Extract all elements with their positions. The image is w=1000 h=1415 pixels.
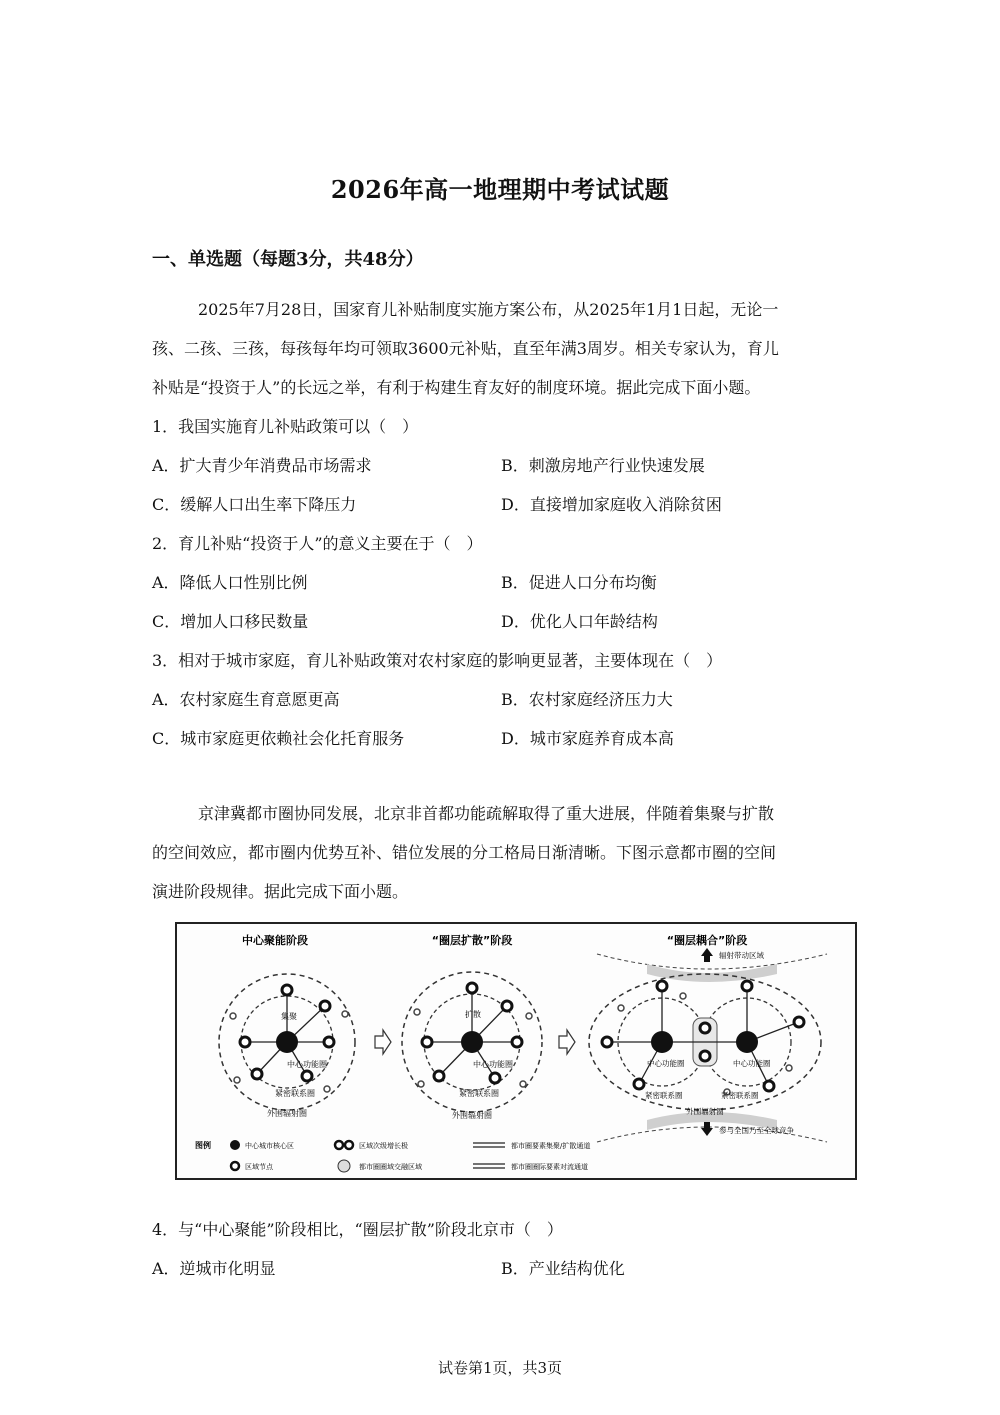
outer-ring-label-1: 外围辐射圈 — [267, 1109, 307, 1118]
question-1-option-b: B．刺激房地产行业快速发展 — [501, 456, 705, 475]
question-3-option-c: C．城市家庭更依赖社会化托育服务 — [152, 729, 405, 748]
radiate-label: 辐射带动区域 — [719, 951, 764, 960]
question-3-option-b: B．农村家庭经济压力大 — [501, 690, 673, 709]
down-arrow-icon — [701, 1122, 713, 1136]
question-1-option-d: D．直接增加家庭收入消除贫困 — [501, 495, 722, 514]
figure-diagram — [177, 924, 855, 1178]
stage-title-2: “圈层扩散”阶段 — [431, 934, 513, 947]
section-heading: 一、单选题（每题3分，共48分） — [152, 249, 424, 270]
gather-label: 集聚 — [281, 1012, 297, 1021]
question-1-option-c: C．缓解人口出生率下降压力 — [152, 495, 357, 514]
core-ring-label-3b: 中心功能圈 — [733, 1059, 771, 1068]
spread-label: 扩散 — [465, 1010, 481, 1019]
question-3-option-d: D．城市家庭养育成本高 — [501, 729, 674, 748]
passage-2 — [152, 794, 852, 911]
core-ring-label-1: 中心功能圈 — [287, 1060, 327, 1069]
close-ring-label-3a: 紧密联系圈 — [645, 1091, 683, 1100]
stage-1-diagram — [219, 974, 355, 1118]
legend-item: 区域节点 — [245, 1163, 273, 1171]
legend-item: 都市圈圈域交融区域 — [359, 1163, 422, 1171]
metropolitan-stages-figure — [175, 922, 857, 1180]
question-3-option-a: A．农村家庭生育意愿更高 — [152, 690, 340, 709]
page-title: 2026年高一地理期中考试试题 — [330, 175, 670, 204]
question-2-option-c: C．增加人口移民数量 — [152, 612, 309, 631]
outer-ring-label-3: 外围辐射圈 — [686, 1107, 724, 1116]
legend-item: 区域次级增长极 — [359, 1142, 408, 1150]
legend-item: 中心城市核心区 — [245, 1142, 294, 1150]
close-ring-label-2: 紧密联系圈 — [459, 1089, 499, 1098]
question-2-stem: 2．育儿补贴“投资于人”的意义主要在于（ ） — [152, 534, 483, 553]
stage-2-diagram — [402, 972, 542, 1120]
transition-arrow-icon — [375, 1030, 391, 1054]
stage-title-3: “圈层耦合”阶段 — [666, 934, 748, 947]
legend-item: 都市圈圈际要素对流通道 — [511, 1163, 588, 1171]
stage-3-diagram — [589, 948, 827, 1142]
question-4-stem: 4．与“中心聚能”阶段相比，“圈层扩散”阶段北京市（ ） — [152, 1220, 563, 1239]
passage-1-line: 孩、二孩、三孩，每孩每年均可领取3600元补贴，直至年满3周岁。相关专家认为，育儿 — [152, 339, 779, 358]
question-4-option-a: A．逆城市化明显 — [152, 1259, 276, 1278]
legend-title: 图例 — [195, 1141, 211, 1150]
passage-1 — [152, 290, 852, 407]
question-1-option-a: A．扩大青少年消费品市场需求 — [152, 456, 372, 475]
passage-2-line: 演进阶段规律。据此完成下面小题。 — [152, 882, 409, 901]
stage-title-1: 中心聚能阶段 — [242, 934, 308, 947]
transition-arrow-icon — [559, 1030, 575, 1054]
close-ring-label-3b: 紧密联系圈 — [721, 1091, 759, 1100]
global-label: 参与全国乃至全球竞争 — [719, 1126, 794, 1135]
legend-item: 都市圈要素集聚/扩散通道 — [511, 1142, 591, 1150]
passage-2-line: 京津冀都市圈协同发展，北京非首都功能疏解取得了重大进展，伴随着集聚与扩散 — [198, 804, 775, 823]
question-3-stem: 3．相对于城市家庭，育儿补贴政策对农村家庭的影响更显著，主要体现在（ ） — [152, 651, 723, 670]
page-footer: 试卷第1页，共3页 — [437, 1359, 563, 1377]
passage-2-line: 的空间效应，都市圈内优势互补、错位发展的分工格局日渐清晰。下图示意都市圈的空间 — [152, 843, 777, 862]
up-arrow-icon — [701, 948, 713, 962]
outer-ring-label-2: 外围辐射圈 — [452, 1111, 492, 1120]
core-ring-label-3a: 中心功能圈 — [647, 1059, 685, 1068]
question-2-option-a: A．降低人口性别比例 — [152, 573, 308, 592]
core-ring-label-2: 中心功能圈 — [473, 1060, 513, 1069]
question-2-option-b: B．促进人口分布均衡 — [501, 573, 657, 592]
question-4-option-b: B．产业结构优化 — [501, 1259, 625, 1278]
passage-1-line: 补贴是“投资于人”的长远之举，有利于构建生育友好的制度环境。据此完成下面小题。 — [152, 378, 761, 397]
question-2-option-d: D．优化人口年龄结构 — [501, 612, 658, 631]
passage-1-line: 2025年7月28日，国家育儿补贴制度实施方案公布，从2025年1月1日起，无论一 — [198, 300, 779, 319]
close-ring-label-1: 紧密联系圈 — [275, 1089, 315, 1098]
question-1-stem: 1．我国实施育儿补贴政策可以（ ） — [152, 417, 419, 436]
figure-legend — [195, 1140, 590, 1172]
